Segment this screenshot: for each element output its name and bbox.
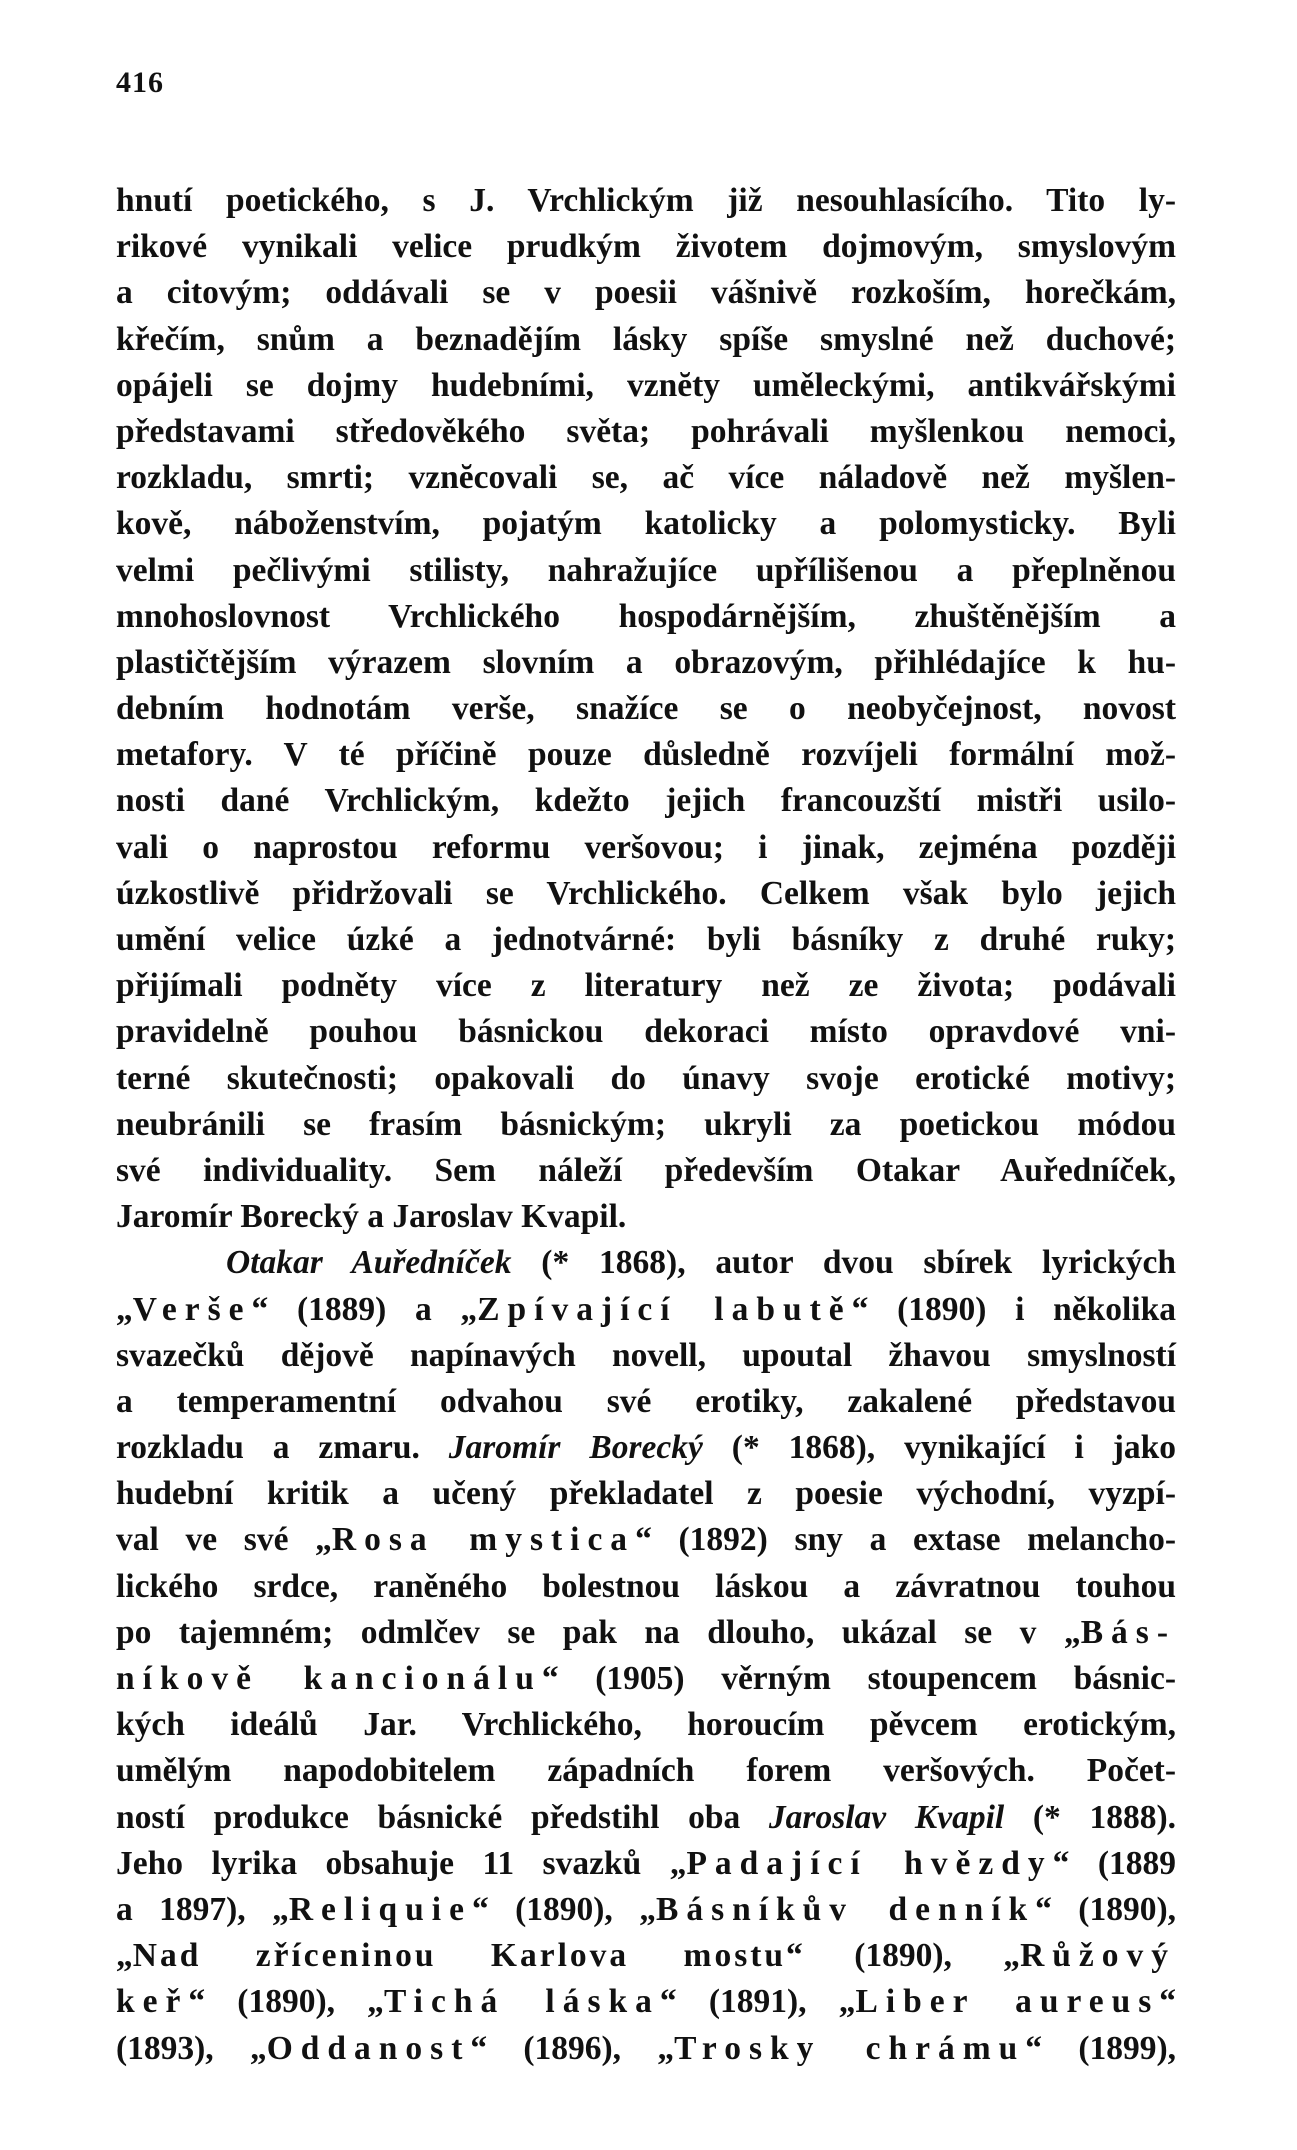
author-name: Otakar Auředníček (226, 1244, 512, 1282)
text-run: “ (1159, 1983, 1177, 2021)
text-line (116, 1656, 1176, 1702)
text-line: kých ideálů Jar. Vrchlického, horoucím pěvcem erotickým, (116, 1706, 1176, 1744)
text-run: rozkladu a zmaru. (116, 1429, 449, 1467)
text-line (116, 1795, 1176, 1841)
text-line (116, 1979, 1176, 2025)
author-name: Jaromír Borecký (448, 1429, 703, 1467)
text-line: opájeli se dojmy hudebními, vznĕty uměleckými, antikvářskými (116, 366, 1176, 404)
text-run: “ (1890), „ (471, 1890, 656, 1928)
text-run: a 1897), „ (116, 1890, 289, 1928)
text-run: “ (1890) i několika (851, 1290, 1176, 1328)
work-title: Tichá láska (383, 1983, 660, 2021)
text-line (116, 1425, 1176, 1471)
work-title: Verše (132, 1290, 252, 1328)
text-line: hnutí poetického, s J. Vrchlickým již nesouhlasícího. Tito ly- (116, 182, 1176, 219)
work-title: Trosky chrámu (674, 2029, 1026, 2067)
work-title: Zpívající labutě (477, 1290, 852, 1328)
text-line: debním hodnotám verše, snažíce se o neobyčejnost, novost (116, 690, 1176, 728)
text-line: mnohoslovnost Vrchlického hospodárnějším, zhuštěnějším a (116, 597, 1176, 635)
text-line: představami středověkého světa; pohrávali myšlenkou nemoci, (116, 412, 1176, 450)
text-run: po tajemném; odmlčev se pak na dlouho, ukázal se v „ (116, 1613, 1081, 1651)
work-title: Reliquie (288, 1890, 472, 1928)
text-line (116, 1841, 1176, 1887)
text-run: “ (1890), „ (786, 1937, 1021, 1975)
body-text (116, 178, 1176, 2072)
text-line: pravidelně pouhou básnickou dekoraci místo opravdové vni- (116, 1013, 1176, 1051)
text-line: úzkostlivě přidržovali se Vrchlického. Celkem však bylo jejich (116, 874, 1176, 912)
text-run: “ (1890), (1035, 1890, 1176, 1928)
text-run: “ (1890), „ (188, 1983, 384, 2021)
text-run: (* 1868), autor dvou sbírek lyrických (511, 1244, 1176, 1282)
text-line (116, 1240, 1176, 1286)
text-run: (* 1868), vynikající i jako (702, 1429, 1176, 1467)
text-run: “ (1891), „ (659, 1983, 856, 2021)
work-title: Rosa mystica (331, 1521, 636, 1559)
text-run: “ (1899), (1025, 2029, 1176, 2067)
text-run: (1893), „ (116, 2029, 267, 2067)
text-run: ností produkce básnické předstihl oba (116, 1798, 769, 1836)
text-line (116, 1287, 1176, 1333)
text-line: terné skutečnosti; opakovali do únavy svoje erotické motivy; (116, 1059, 1176, 1097)
text-line: velmi pečlivými stilisty, nahražujíce upřílišenou a přeplněnou (116, 551, 1176, 589)
page-number: 416 (116, 66, 164, 99)
text-line: rozkladu, smrti; vznĕcovali se, ač více náladově než myšlen- (116, 459, 1176, 497)
text-line: rikové vynikali velice prudkým životem dojmovým, smyslovým (116, 228, 1176, 266)
text-run: Jeho lyrika obsahuje 11 svazků „ (116, 1844, 687, 1882)
text-line: nosti dané Vrchlickým, kdežto jejich francouzští mistři usilo- (116, 782, 1176, 820)
text-line (116, 1933, 1176, 1979)
text-run: “ (1905) věrným stoupencem básnic- (541, 1660, 1176, 1697)
text-line: kově, náboženstvím, pojatým katolicky a polomysticky. Byli (116, 505, 1176, 543)
text-line (116, 2026, 1176, 2072)
work-title: níkově kancionálu (116, 1660, 542, 1697)
text-line: a temperamentní odvahou své erotiky, zakalené představou (116, 1382, 1176, 1420)
text-line (116, 1610, 1176, 1656)
text-line: lického srdce, raněného bolestnou láskou a závratnou touhou (116, 1567, 1176, 1605)
text-line: hudební kritik a učený překladatel z poesie východní, vyzpí- (116, 1475, 1176, 1513)
text-line: křečím, snům a beznadějím lásky spíše smyslné než duchové; (116, 320, 1176, 358)
text-line: umění velice úzké a jednotvárné: byli básníky z druhé ruky; (116, 921, 1176, 958)
work-title: Bás- (1080, 1613, 1176, 1651)
text-run: „ (116, 1290, 133, 1328)
text-line: umělým napodobitelem západních forem veršových. Počet- (116, 1752, 1176, 1790)
work-title: Padající hvězdy (686, 1844, 1053, 1882)
text-line: neubránili se frasím básnickým; ukryli za poetickou módou (116, 1105, 1176, 1143)
text-run: “ (1889 (1052, 1844, 1177, 1882)
text-line: plastičtějším výrazem slovním a obrazovým, přihlédajíce k hu- (116, 643, 1176, 681)
work-title: keř (116, 1983, 189, 2021)
work-title: Růžový (1020, 1937, 1177, 1975)
text-line: Jaromír Borecký a Jaroslav Kvapil. (116, 1198, 627, 1236)
text-line (116, 1517, 1176, 1563)
text-line (116, 1887, 1176, 1933)
text-line: vali o naprostou reformu veršovou; i jinak, zejména později (116, 828, 1176, 866)
text-line: a citovým; oddávali se v poesii vášnivě rozkoším, horečkám, (116, 274, 1176, 312)
work-title: Básníkův denník (655, 1890, 1036, 1928)
text-run: “ (1896), „ (470, 2029, 675, 2067)
text-line: přijímali podněty více z literatury než ze života; podávali (116, 967, 1176, 1005)
work-title: Nad zříceninou Karlova mostu (132, 1937, 787, 1975)
text-line: metafory. V té příčině pouze důsledně rozvíjeli formální mož- (116, 736, 1176, 774)
work-title: Oddanost (266, 2029, 471, 2067)
text-run: „ (116, 1937, 133, 1975)
text-run: “ (1892) sny a extase melancho- (635, 1521, 1176, 1559)
text-run: val ve své „ (116, 1521, 332, 1559)
work-title: Liber aureus (855, 1983, 1160, 2021)
text-run: “ (1889) a „ (251, 1290, 478, 1328)
text-line: své individuality. Sem náleží především Otakar Auředníček, (116, 1151, 1176, 1189)
text-line: svazečků dějově napínavých novell, upoutal žhavou smyslností (116, 1336, 1176, 1374)
author-name: Jaroslav Kvapil (768, 1798, 1005, 1836)
text-run: (* 1888). (1004, 1798, 1177, 1836)
